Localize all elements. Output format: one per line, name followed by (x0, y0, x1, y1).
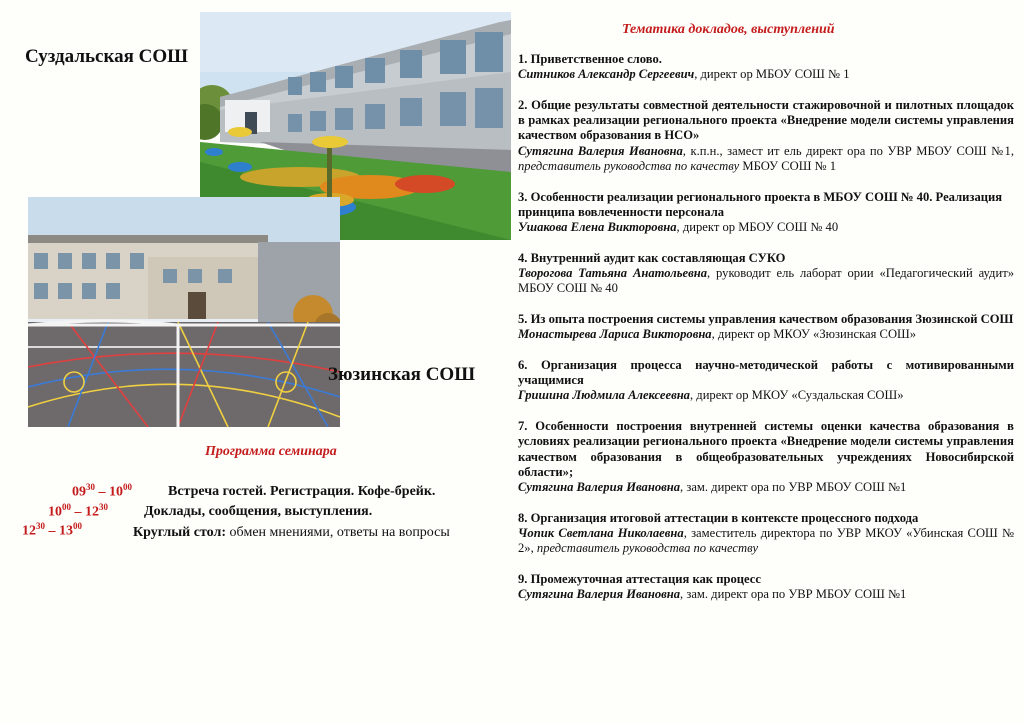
topics-title: Тематика докладов, выступлений (622, 22, 835, 37)
topic-item: 3. Особенности реализации регионального проекта в МБОУ СОШ № 40. Реализация принципа вовлеченности персонала Ушакова Елена Викторовна, директ ор МБОУ СОШ № 40 (518, 189, 1003, 235)
topic-item: 6. Организация процесса научно-методической работы с мотивированными учащимися Гришина Людмила Алексеевна, директ ор МКОУ «Суздальская СОШ» (518, 358, 1014, 403)
school-name-suzdal: Суздальская СОШ (25, 46, 189, 67)
program-title: Программа семинара (205, 444, 337, 459)
schedule-time: $09^{30} - 10^{00}$ (72, 482, 132, 500)
photo-zyuzino-school (28, 197, 340, 427)
topic-item: 8. Организация итоговой аттестации в контексте процессного подхода Чопик Светлана Николаевна, заместитель директора по УВР МКОУ «Убинская СОШ № 2», представитель руководства по качеству (518, 510, 1015, 556)
topic-item: 4. Внутренний аудит как составляющая СУКО Творогова Татьяна Анатольевна, руководит ель лаборат ории «Педагогический аудит» МБОУ СОШ № 40 (518, 250, 1015, 296)
schedule-time: $12^{30} - 13^{00}$ (22, 521, 82, 539)
topic-item: 5. Из опыта построения системы управления качеством образования Зюзинской СОШ Монастырева Лариса Викторовна, директ ор МКОУ «Зюзинская СОШ» (518, 312, 1014, 342)
schedule-text: Круглый стол: обмен мнениями, ответы на вопросы (133, 525, 450, 540)
schedule-text: Доклады, сообщения, выступления. (144, 504, 373, 519)
topic-item: 2. Общие результаты совместной деятельности стажировочной и пилотных площадок в рамках реализации регионального проекта «Внедрение модели системы управления качеством образования в НСО» Сутягина Валерия Ивановна, к.п.н., замест ит ель директ ора по УВР МБОУ СОШ №1, представитель руководства по качеству МБОУ СОШ № 1 (518, 98, 1014, 173)
topics-list (518, 52, 1014, 618)
schedule-text: Встреча гостей. Регистрация. Кофе-брейк. (168, 484, 436, 499)
schedule-time: $10^{00} - 12^{30}$ (48, 502, 108, 520)
school-name-zyuzino: Зюзинская СОШ (328, 364, 476, 385)
topic-item: 7. Особенности построения внутренней системы оценки качества образования в условиях реализации регионального проекта «Внедрение модели системы управления качеством образования в общеобразовательных учреждениях Новосибирской области»; Сутягина Валерия Ивановна, зам. директ ора по УВР МБОУ СОШ №1 (518, 419, 1014, 495)
topic-item: 9. Промежуточная аттестация как процесс Сутягина Валерия Ивановна, зам. директ ора по УВР МБОУ СОШ №1 (518, 572, 907, 602)
topic-item: 1. Приветственное слово. Ситников Александр Сергеевич, директ ор МБОУ СОШ № 1 (518, 52, 850, 82)
